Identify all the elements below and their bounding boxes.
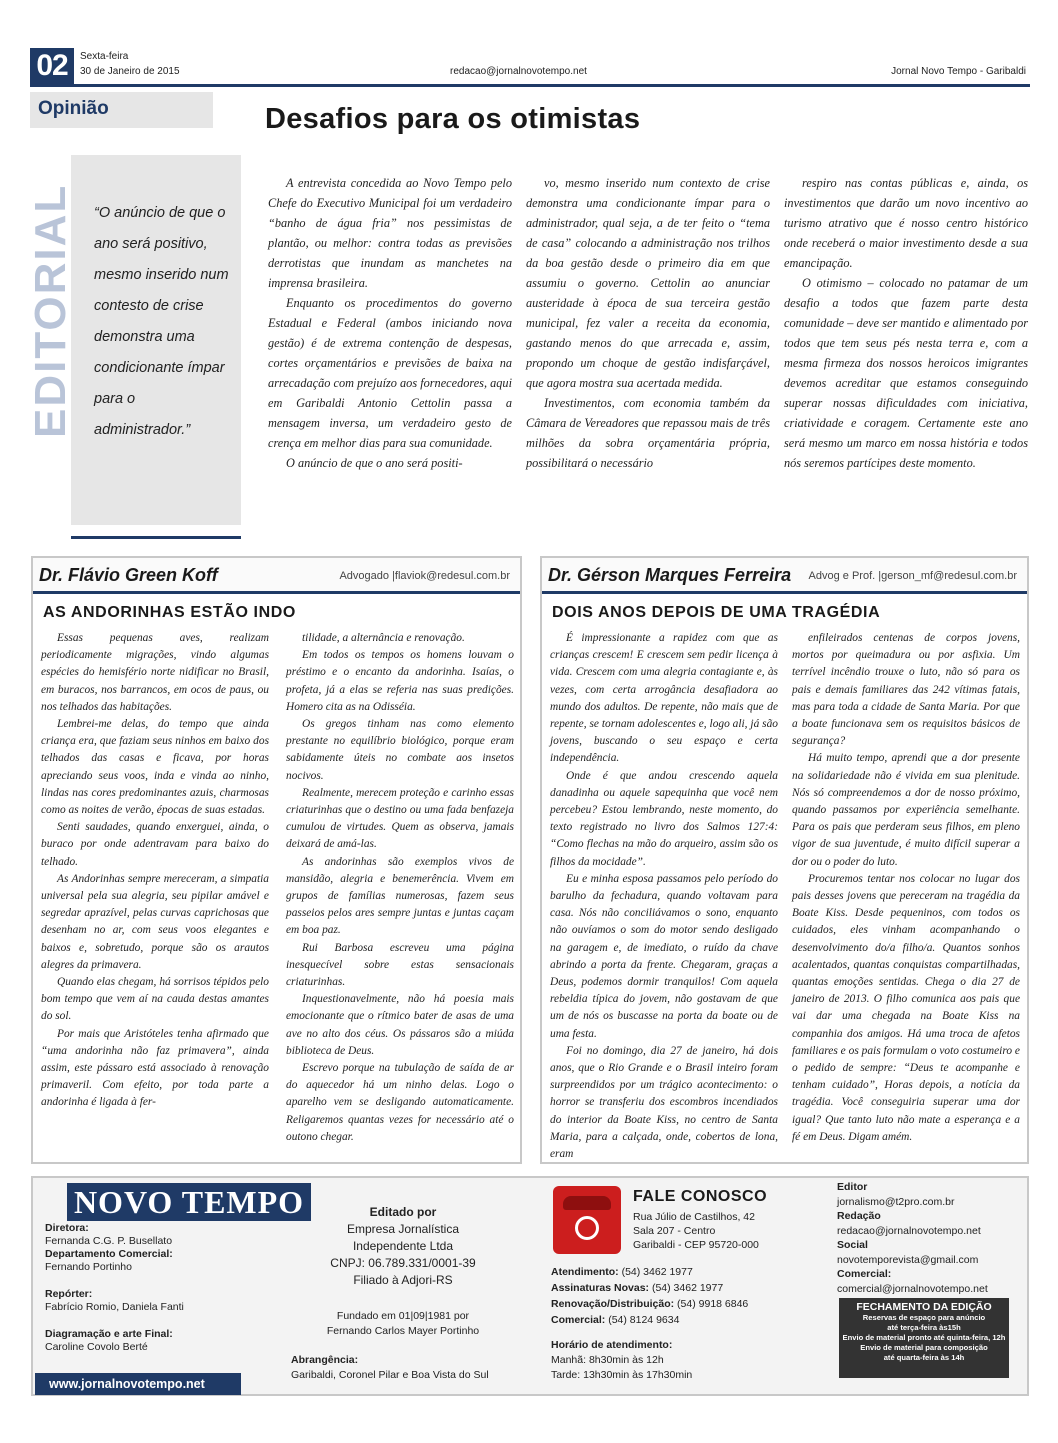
affiliation: Filiado à Adjori-RS: [353, 1273, 453, 1287]
office-hours: [551, 1338, 692, 1383]
closing-title: FECHAMENTO DA EDIÇÃO: [856, 1301, 992, 1313]
phone-list: [551, 1264, 748, 1328]
header-rule: [30, 84, 1030, 87]
paragraph: O anúncio de que o ano será positi-: [286, 456, 463, 470]
website-link[interactable]: www.jornalnovotempo.net: [35, 1373, 241, 1395]
phone-icon: [553, 1186, 621, 1254]
email-list: [837, 1180, 988, 1296]
page-header: [30, 48, 1030, 88]
email-address[interactable]: comercial@jornalnovotempo.net: [837, 1282, 988, 1295]
columnist-article-left: [31, 556, 522, 1164]
staff-value: Caroline Covolo Berté: [45, 1341, 148, 1353]
paragraph: As Andorinhas sempre mereceram, a simpatia universal pela sua alegria, seu pipilar amável e segredar aprazível, pelas curvas caprichosas que desenham no ar, com seus voos elegantes e baixos e, sobretudo, porque são os arautos alegres da primavera.: [41, 872, 269, 971]
coverage-value: Garibaldi, Coronel Pilar e Boa Vista do Sul: [291, 1369, 489, 1381]
paragraph: É impressionante a rapidez com que as crianças crescem! E crescem sem pedir licença à vida. Crescem com uma alegria contagiante e, às vezes, com certa arrogância desafiadora ao mundo dos adultos. De repente, não mais que de repente, se tornam adolescentes e, logo ali, já são jovens, buscando o seu espaço e certa independência.: [550, 632, 778, 765]
article-title: DOIS ANOS DEPOIS DE UMA TRAGÉDIA: [552, 604, 881, 621]
header-email[interactable]: redacao@jornalnovotempo.net: [450, 66, 587, 77]
editorial-vertical-label: EDITORIAL: [26, 183, 75, 438]
paragraph: Inquestionavelmente, não há poesia mais emocionante que o rítmico bater de asas de uma ave no alto dos céus. Os pássaros são a miúda biblioteca de Deus.: [286, 993, 514, 1057]
closing-line: Reservas de espaço para anúncio: [862, 1313, 986, 1322]
staff-label: Diagramação e arte Final:: [45, 1328, 173, 1340]
paragraph: O otimismo – colocado no patamar de um desafio a todos que fazem parte desta comunidade – deve ser mantido e alimentado por todos que tem seus pés nesta terra e, com a mesma firmeza dos nossos heroicos imigrantes devemos acreditar que estamos conseguindo superar nossas dificuldades com iniciativa, criatividade e coragem. Certamente este ano será mesmo um marco em nossa história e todos nós seremos partícipes deste momento.: [784, 276, 1028, 470]
article-column: [550, 630, 778, 1163]
paragraph: Há muito tempo, aprendi que a dor presente na solidariedade não é vivida em sua plenitude. Nós só compreendemos a dor de nosso próximo, quando passamos por experiência semelhante. Para os pais que perderam seus filhos, em pleno vigor de sua juventude, é muito difícil superar a dor ou o poder do luto.: [792, 752, 1020, 868]
phone-label: Comercial:: [551, 1314, 606, 1326]
email-label: Redação: [837, 1210, 881, 1222]
columnist-header: [33, 558, 520, 594]
hours-line: Manhã: 8h30min às 12h: [551, 1354, 664, 1366]
coverage: [291, 1354, 489, 1382]
email-label: Social: [837, 1239, 868, 1251]
staff-value: Fernanda C.G. P. Busellato: [45, 1235, 173, 1247]
paragraph: Rui Barbosa escreveu uma página inesquecível sobre estas sensacionais criaturinhas.: [286, 941, 514, 989]
contact-title: FALE CONOSCO: [633, 1188, 768, 1205]
editorial-column: [526, 173, 770, 473]
paragraph: As andorinhas são exemplos vivos de mansidão, alegria e benemerência. Vivem em grupos de famílias numerosas, fazem seus passeios pelos ares sempre juntas e juntas caçam em boa paz.: [286, 855, 514, 937]
staff-label: Diretora:: [45, 1222, 89, 1234]
closing-line: até terça-feira às15h: [887, 1323, 961, 1332]
issue-date: 30 de Janeiro de 2015: [80, 66, 180, 77]
founded-line: Fundado em 01|09|1981 por: [336, 1310, 470, 1322]
paragraph: Lembrei-me delas, do tempo que ainda criança era, que faziam seus ninhos em baixo dos telhados das casas e ficava, por horas apreciando seus voos, inda e vinda ao ninho, lindas nas cores predominantes azuis, charmosas como as noites de verão, épocas de suas estadas.: [41, 718, 269, 817]
phone-number: (54) 9918 6846: [677, 1298, 749, 1310]
hours-label: Horário de atendimento:: [551, 1339, 673, 1351]
columnist-header: [542, 558, 1027, 594]
paragraph: Por mais que Aristóteles tenha afirmado que “uma andorinha não faz primavera”, ainda assim, este pássaro está associado à renovação primaveril. Com efeito, por toda parte a andorinha é ligada à fer-: [41, 1027, 269, 1109]
address-line: Sala 207 - Centro: [633, 1225, 716, 1237]
columnist-name: Dr. Gérson Marques Ferreira: [548, 565, 792, 585]
closing-line: até quarta-feira às 14h: [883, 1353, 965, 1362]
address-line: Rua Júlio de Castilhos, 42: [633, 1211, 755, 1223]
company-line: Empresa Jornalística: [346, 1222, 460, 1236]
paragraph: Realmente, merecem proteção e carinho essas criaturinhas que o destino ou uma fada benfazeja cumulou de virtudes. Quem as observa, jamais deixará de amá-las.: [286, 786, 514, 851]
email-address[interactable]: redacao@jornalnovotempo.net: [837, 1224, 981, 1237]
founded-line: Fernando Carlos Mayer Portinho: [326, 1325, 480, 1337]
staff-value: Fernando Portinho: [45, 1261, 132, 1273]
newspaper-logo: NOVO TEMPO: [67, 1183, 311, 1221]
editorial-column: [784, 173, 1028, 473]
paragraph: vo, mesmo inserido num contexto de crise demonstra uma condicionante ímpar para o administrador, qual seja, a de ter feito o “tema de casa” colocando a administração nos trilhos da boa gestão desde o primeiro dia em que assumiu o governo. Cettolin ao anunciar austeridade à época de sua terceira gestão municipal, fez valer a receita da economia, gastando menos do que arrecada e, assim, propondo um choque de gestão indisfarçável, que agora mostra sua acertada medida.: [526, 176, 770, 390]
edited-by-label: Editado por: [369, 1205, 437, 1219]
staff-label: Repórter:: [45, 1288, 93, 1300]
section-tab: [30, 92, 213, 128]
paragraph: Quando elas chegam, há sorrisos tépidos pelo bom tempo que vem aí na cauda destas amantes do sol.: [41, 976, 269, 1023]
paragraph: Onde é que andou crescendo aquela danadinha ou aquele sapequinha que você nem percebeu? Estou lembrando, neste momento, do texto registrado no livro dos Salmos 127:4: “Como flechas na mão do arqueiro, assim são os filhos da mocidade”.: [550, 769, 778, 868]
cnpj: CNPJ: 06.789.331/0001-39: [330, 1256, 476, 1270]
paragraph: respiro nas contas públicas e, ainda, os investimentos que darão um novo incentivo ao turismo atrativo que é nosso centro histórico onde receberá o maior investimento desde a sua emancipação.: [784, 176, 1028, 270]
columnist-name: Dr. Flávio Green Koff: [39, 565, 218, 585]
email-address[interactable]: jornalismo@t2pro.com.br: [837, 1195, 955, 1208]
article-title: AS ANDORINHAS ESTÃO INDO: [43, 604, 296, 621]
article-column: [41, 630, 269, 1112]
weekday: Sexta-feira: [80, 51, 129, 62]
editorial-headline: Desafios para os otimistas: [265, 103, 641, 135]
editorial-column: [268, 173, 512, 473]
phone-label: Renovação/Distribuição:: [551, 1298, 675, 1310]
columnist-article-right: [540, 556, 1029, 1164]
staff-label: Departamento Comercial:: [45, 1248, 173, 1260]
publisher-info: [313, 1204, 493, 1339]
paragraph: Investimentos, com economia também da Câmara de Vereadores que repassou mais de três milhões da sobra orçamentária própria, possibilitará o necessário: [526, 396, 770, 470]
editorial-body: [268, 173, 1028, 523]
columnist-contact: Advog e Prof. |gerson_mf@redesul.com.br: [808, 570, 1017, 582]
paragraph: Essas pequenas aves, realizam periodicamente migrações, vindo algumas espécies do hemisfério norte nidificar no Brasil, em buracos, nos barrancos, em ocos de paus, ou nos telhados das habitações.: [41, 632, 269, 713]
masthead: [31, 1176, 1029, 1396]
email-label: Editor: [837, 1181, 868, 1193]
paragraph: Senti saudades, quando enxerguei, ainda, o buraco por onde adentravam para baixo do telhado.: [41, 821, 269, 868]
address-line: Garibaldi - CEP 95720-000: [633, 1239, 759, 1251]
phone-label: Atendimento:: [551, 1266, 619, 1278]
editorial-rule: [71, 536, 241, 539]
paragraph: tilidade, a alternância e renovação.: [302, 632, 465, 644]
paper-name: Jornal Novo Tempo - Garibaldi: [891, 66, 1026, 77]
paragraph: Os gregos tinham nas como elemento prestante no equilíbrio biológico, porque eram sabidamente úteis no combate aos insetos nocivos.: [286, 718, 514, 782]
article-column: [286, 630, 514, 1146]
email-label: Comercial:: [837, 1268, 892, 1280]
section-label: Opinião: [38, 98, 109, 119]
address: [633, 1210, 759, 1252]
closing-deadlines: [839, 1298, 1009, 1378]
hours-line: Tarde: 13h30min às 17h30min: [551, 1369, 693, 1381]
paragraph: Foi no domingo, dia 27 de janeiro, há dois anos, que o Rio Grande e o Brasil inteiro foram surpreendidos por um trágico acontecimento: o horror se transferiu dos escombros incendiados do interior da Boate Kiss, no centro de Santa Maria, para a calçada, onde, cobertos de lona, eram: [550, 1044, 778, 1161]
article-column: [792, 630, 1020, 1146]
phone-number: (54) 8124 9634: [608, 1314, 680, 1326]
closing-line: Envio de material para composição: [860, 1343, 988, 1352]
columnist-contact: Advogado |flaviok@redesul.com.br: [339, 570, 510, 582]
paragraph: Eu e minha esposa passamos pelo período do barulho da fechadura, quando voltavam para casa. Nós não conciliávamos o sono, enquanto não ouvíamos o som do motor sendo desligado na garagem e, de imediato, o ruído da chave abrindo a porta da frente. Chegaram, graças a Deus, podemos dormir tranquilos! Com aquela rebeldia típica do jovem, não gostavam de que um de nós os buscasse na porta da boate ou de uma festa.: [550, 872, 778, 1040]
paragraph: Em todos os tempos os homens louvam o préstimo e o encanto da andorinha. Isaías, o profeta, já a elas se referia nas suas predições. Homero cita as na Odisséia.: [286, 649, 514, 713]
paragraph: Escrevo porque na tubulação de saída de ar do aquecedor há um ninho delas. Logo o aparelho vem se desligando automaticamente. Religaremos quantas vezes for necessário até o outono chegar.: [286, 1062, 514, 1143]
coverage-label: Abrangência:: [291, 1354, 359, 1366]
phone-number: (54) 3462 1977: [621, 1266, 693, 1278]
paragraph: Enquanto os procedimentos do governo Estadual e Federal (ambos iniciando nova gestão) é de extrema contenção de despesas, cortes orçamentários e previsões de baixa na arrecadação com prejuízo aos fornecedores, aqui em Garibaldi Antonio Cettolin passa a mensagem inversa, um verdadeiro gesto de crença em melhor dias para sua comunidade.: [268, 296, 512, 450]
paragraph: Procuremos tentar nos colocar no lugar dos pais desses jovens que pereceram na tragédia da Boate Kiss. Desde pequeninos, com todos os cuidados, eles vinham acompanhando o desenvolvimento do/a filho/a. Quantos sonhos acalentados, quantas conquistas compartilhadas, quantas emoções sentidas. Chega o dia 27 de janeiro de 2013. O filho comunica aos pais que vai dar uma chegada na Boate Kiss na companhia dos amigos. Há uma troca de afetos familiares e os pais formulam o voto costumeiro e o pedido de sempre: “Deus te acompanhe e tenham cuidado”, Horas depois, a notícia da tragédia. Você conseguiria superar uma dor igual? Que tanto luto não mate a esperança e a fé em Deus. Digam amém.: [792, 872, 1020, 1143]
page-number: 02: [30, 48, 74, 84]
pull-quote: “O anúncio de que o ano será positivo, mesmo inserido num contesto de crise demonstra uma condicionante ímpar para o administrador.”: [94, 205, 229, 438]
closing-line: Envio de material pronto até quinta-feira, 12h: [842, 1333, 1006, 1342]
staff-list: [45, 1222, 265, 1354]
paragraph: A entrevista concedida ao Novo Tempo pelo Chefe do Executivo Municipal foi um verdadeiro “banho de água fria” nos pessimistas de plantão, ou melhor: contra todas as previsões derrotistas que inundam as manchetes na imprensa brasileira.: [268, 176, 512, 290]
company-line: Independente Ltda: [352, 1239, 454, 1253]
phone-number: (54) 3462 1977: [651, 1282, 724, 1294]
paragraph: enfileirados centenas de corpos jovens, mortos por queimadura ou por asfixia. Um terrível incêndio trouxe o luto, não só para os pais e demais familiares das 242 vítimas fatais, mas para toda a cidade de Santa Maria. Por que a boate funcionava sem os requisitos básicos de segurança?: [792, 632, 1020, 748]
phone-label: Assinaturas Novas:: [551, 1282, 650, 1294]
email-address[interactable]: novotemporevista@gmail.com: [837, 1253, 979, 1266]
staff-value: Fabrício Romio, Daniela Fanti: [45, 1301, 184, 1313]
